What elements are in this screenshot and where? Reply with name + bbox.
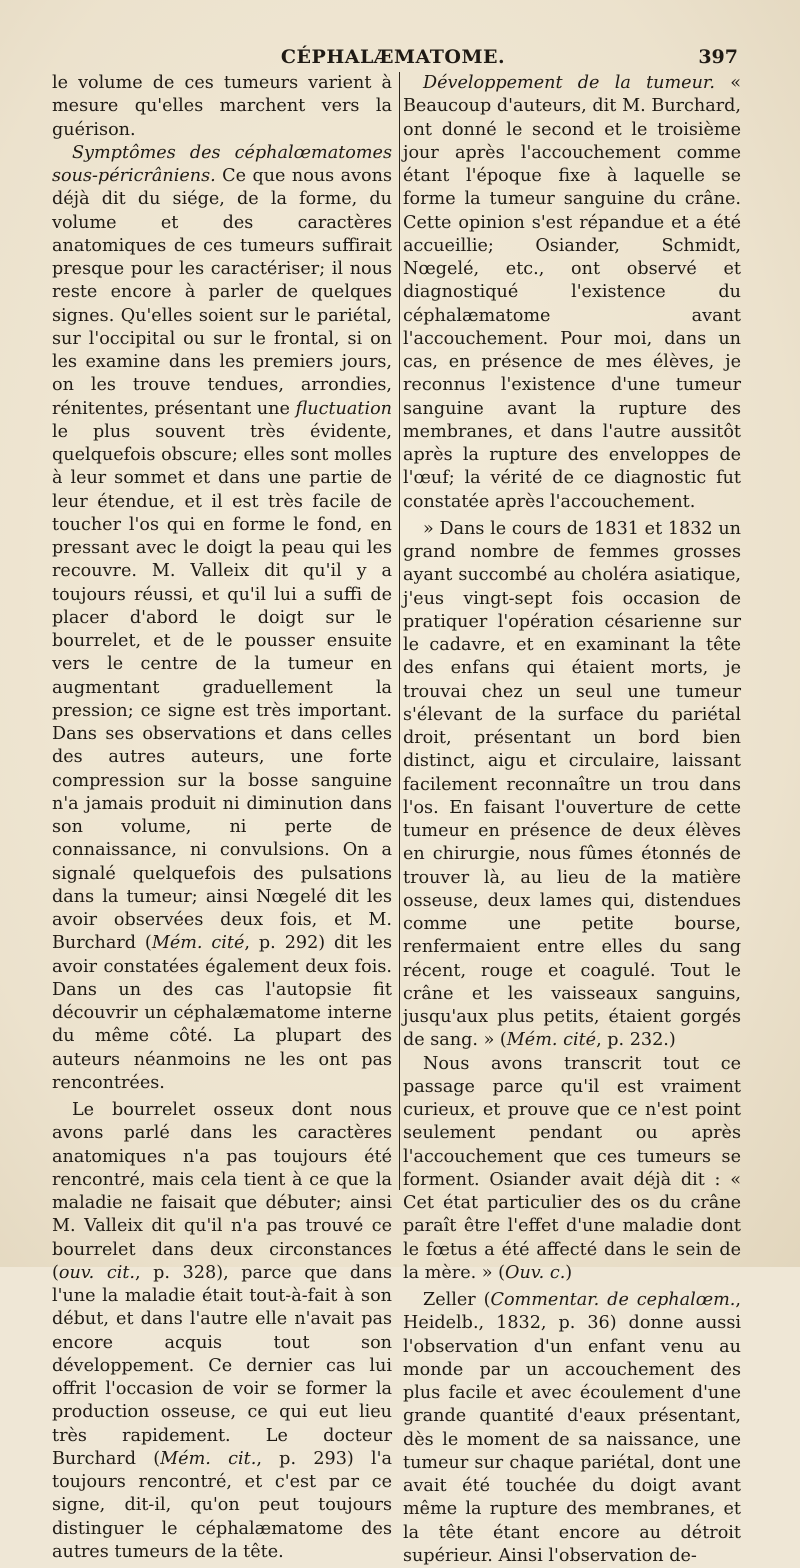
- left-column: [52, 72, 392, 1564]
- paragraph: Zeller (Commentar. de cephalœm., Heidelb., 1832, p. 36) donne aussi l'observation d'un enfant venu au monde par un accouchement des plus facile et avec écoulement d'une grande quantité d'eaux présentant, dès le moment de sa naissance, une tumeur sur chaque pariétal, dont une avait été touchée du doigt avant même la rupture des membranes, et la tête étant encore au détroit supérieur. Ainsi l'observation de-: [403, 1290, 741, 1566]
- running-title: CÉPHALÆMATOME.: [280, 46, 506, 68]
- paragraph: Symptômes des céphalœmatomes sous-péricrâniens. Ce que nous avons déjà dit du siége, de la forme, du volume et des caractères anatomiques de ces tumeurs suffirait presque pour les caractériser; il nous reste encore à parler de quelques signes. Qu'elles soient sur le pariétal, sur l'occipital ou sur le frontal, si on les examine dans les premiers jours, on les trouve tendues, arrondies, rénitentes, présentant une fluctuation le plus souvent très évidente, quelquefois obscure; elles sont molles à leur sommet et dans une partie de leur étendue, et il est très facile de toucher l'os qui en forme le fond, en pressant avec le doigt la peau qui les recouvre. M. Valleix dit qu'il y a toujours réussi, et qu'il lui a suffi de placer d'abord le doigt sur le bourrelet, et de le pousser ensuite vers le centre de la tumeur en augmentant graduellement la pression; ce signe est très important. Dans ses observations et dans celles des autres auteurs, une forte compression sur la bosse sanguine n'a jamais produit ni diminution dans son volume, ni perte de connaissance, ni convulsions. On a signalé quelquefois des pulsations dans la tumeur; ainsi Nœgelé dit les avoir observées deux fois, et M. Burchard (Mém. cité, p. 292) dit les avoir constatées également deux fois. Dans un des cas l'autopsie fit découvrir un céphalæmatome interne du même côté. La plupart des auteurs néanmoins ne les ont pas rencontrées.: [52, 142, 392, 1093]
- paragraph: » Dans le cours de 1831 et 1832 un grand nombre de femmes grosses ayant succombé au choléra asiatique, j'eus vingt-sept fois occasion de pratiquer l'opération césarienne sur le cadavre, et en examinant la tête des enfans qui étaient morts, je trouvai chez un seul une tumeur s'élevant de la surface du pariétal droit, présentant un bord bien distinct, aigu et circulaire, laissant facilement reconnaître un trou dans l'os. En faisant l'ouverture de cette tumeur en présence de deux élèves en chirurgie, nous fûmes étonnés de trouver là, au lieu de la matière osseuse, deux lames qui, distendues comme une petite bourse, renfermaient entre elles du sang récent, rouge et coagulé. Tout le crâne et les vaisseaux sanguins, jusqu'aux plus petits, étaient gorgés de sang. » (Mém. cité, p. 232.): [403, 518, 741, 1051]
- page-number: 397: [698, 46, 738, 68]
- paragraph: Développement de la tumeur. « Beaucoup d'auteurs, dit M. Burchard, ont donné le second et le troisième jour après l'accouchement comme étant l'époque fixe à laquelle se forme la tumeur sanguine du crâne. Cette opinion s'est répandue et a été accueillie; Osiander, Schmidt, Nœgelé, etc., ont observé et diagnostiqué l'existence du céphalæmatome avant l'accouchement. Pour moi, dans un cas, en présence de mes élèves, je reconnus l'existence d'une tumeur sanguine avant la rupture des membranes, et dans l'autre aussitôt après la rupture des enveloppes de l'œuf; la vérité de ce diagnostic fut constatée après l'accouchement.: [403, 73, 741, 512]
- column-divider: [399, 72, 400, 1190]
- paragraph: Nous avons transcrit tout ce passage parce qu'il est vraiment curieux, et prouve que ce n'est point seulement pendant ou après l'accouchement que ces tumeurs se forment. Osiander avait déjà dit : « Cet état particulier des os du crâne paraît être l'effet d'une maladie dont le fœtus a été affecté dans le sein de la mère. » (Ouv. c.): [403, 1053, 741, 1283]
- paragraph: le volume de ces tumeurs varient à mesure qu'elles marchent vers la guérison.: [52, 73, 392, 140]
- right-column: [403, 72, 741, 1568]
- section-heading: Symptômes des céphalœmatomes sous-péricrâniens.: [52, 142, 392, 186]
- running-header: [48, 40, 738, 74]
- paragraph: Le bourrelet osseux dont nous avons parlé dans les caractères anatomiques n'a pas toujours été rencontré, mais cela tient à ce que la maladie ne faisait que débuter; ainsi M. Valleix dit qu'il n'a pas trouvé ce bourrelet dans deux circonstances (ouv. cit., p. 328), parce que dans l'une la maladie était tout-à-fait à son début, et dans l'autre elle n'avait pas encore acquis tout son développement. Ce dernier cas lui offrit l'occasion de voir se former la production osseuse, ce qui eut lieu très rapidement. Le docteur Burchard (Mém. cit., p. 293) l'a toujours rencontré, et c'est par ce signe, dit-il, qu'on peut toujours distinguer le céphalæmatome des autres tumeurs de la tête.: [52, 1100, 392, 1562]
- section-heading: Développement de la tumeur.: [423, 73, 715, 93]
